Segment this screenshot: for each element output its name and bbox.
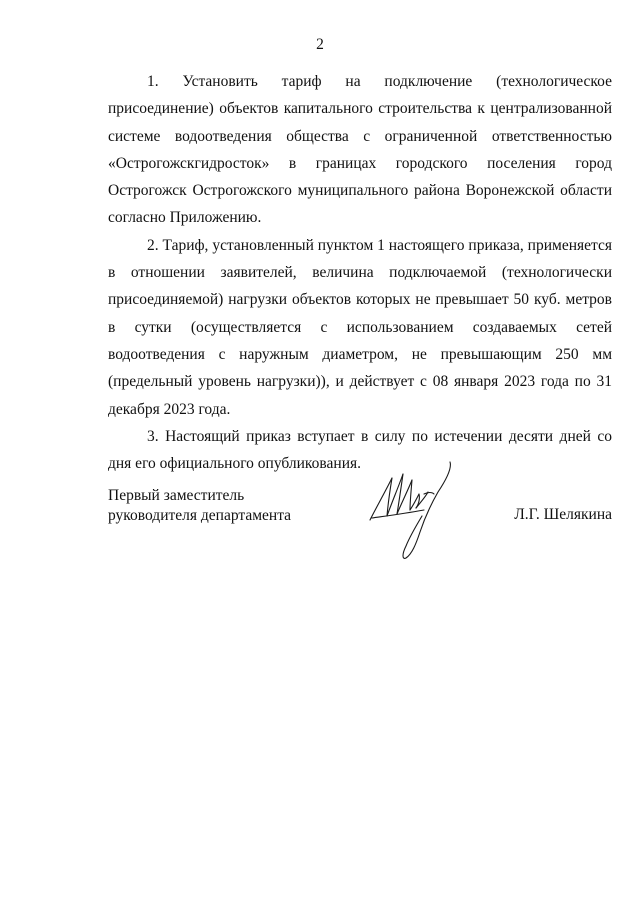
signatory-title-line-2: руководителя департамента	[108, 506, 292, 524]
paragraph-3: 3. Настоящий приказ вступает в силу по истечении десяти дней со дня его официального опубликования.	[108, 427, 612, 473]
signatory-title-line-1: Первый заместитель	[108, 487, 245, 504]
signature-block	[108, 486, 612, 576]
handwritten-signature	[366, 458, 456, 562]
document-body	[108, 68, 612, 477]
signatory-name: Л.Г. Шелякина	[514, 506, 612, 523]
page-number: 2	[316, 36, 324, 53]
paragraph-1: 1. Установить тариф на подключение (технологическое присоединение) объектов капитального строительства к централизованной системе водоотведения общества с ограниченной ответственностью «Острогожскгидросток» в границах городского поселения город Острогожск Острогожского муниципального района Воронежской области согласно Приложению.	[108, 73, 612, 227]
paragraph-2: 2. Тариф, установленный пунктом 1 настоящего приказа, применяется в отношении заявителей, величина подключаемой (технологически присоединяемой) нагрузки объектов которых не превышает 50 куб. метров в сутки (осуществляется с использованием создаваемых сетей водоотведения с наружным диаметром, не превышающим 250 мм (предельный уровень нагрузки)), и действует с 08 января 2023 года по 31 декабря 2023 года.	[108, 236, 612, 418]
signatory-title	[108, 486, 291, 525]
